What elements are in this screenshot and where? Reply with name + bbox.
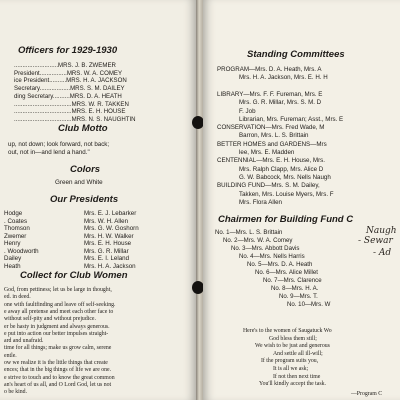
- president-name: . Woodworth: [4, 247, 39, 255]
- committee-line: BETTER HOMES and GARDENS—Mrs: [217, 140, 327, 148]
- president-name: Mrs. H. W. Walker: [84, 232, 134, 240]
- committee-line: F. Job: [239, 107, 256, 115]
- president-name: . Coates: [4, 217, 28, 225]
- handwritten-note-3: - Ad: [373, 248, 392, 258]
- chairman-row: No. 6—Mrs. Alice Millet: [255, 269, 318, 276]
- officer-row: ..................................MRS. N. S. NAUGHTIN: [14, 115, 136, 123]
- collect-line: entle.: [4, 352, 17, 359]
- officer-row: ..........................MRS. J. B. ZWEMER: [14, 62, 116, 69]
- committee-line: Takken, Mrs. Louise Myers, Mrs. F: [239, 190, 334, 198]
- collect-line: e away all pretense and meet each other face to: [4, 308, 114, 315]
- collect-title: Collect for Club Women: [20, 270, 128, 281]
- president-name: Mrs. E. J. Lebarker: [84, 210, 137, 217]
- president-name: Heath: [4, 262, 21, 270]
- committee-line: CENTENNIAL—Mrs. E. H. House, Mrs.: [217, 157, 325, 165]
- committee-line: Librarian, Mrs. Fureman; Asst., Mrs. E: [239, 115, 344, 123]
- collect-line: e strive to touch and to know the great common: [4, 374, 115, 381]
- colors-title: Colors: [70, 164, 101, 175]
- chairman-row: No. 9—Mrs. T.: [279, 293, 318, 300]
- president-name: Mrs. G. R. Millar: [84, 247, 129, 255]
- chairman-row: No. 5—Mrs. D. A. Heath: [247, 261, 313, 268]
- chairman-row: No. 4—Mrs. Nells Harris: [239, 253, 305, 260]
- colors-text: Green and White: [55, 179, 103, 186]
- officer-row: ..................................MRS. W. R. TAKKEN: [14, 100, 129, 108]
- committee-line: LIBRARY—Mrs. F. F. Fureman, Mrs. E: [217, 90, 323, 98]
- chairman-row: No. 10—Mrs. W: [287, 301, 331, 308]
- handwritten-note-1: Naugh: [366, 226, 397, 236]
- committee-line: Mrs. Ralph Clapp, Mrs. Alice D: [239, 165, 324, 173]
- committee-line: CONSERVATION—Mrs. Fred Wade, M: [217, 124, 325, 132]
- collect-line: ow we realize it is the little things that create: [4, 360, 108, 366]
- collect-line: time for all things; make us grow calm, serene: [4, 345, 112, 352]
- poem-line: If the program suits you,: [261, 358, 319, 365]
- left-page: [0, 0, 196, 400]
- motto-line: up, not down; look forward, not back;: [8, 141, 110, 148]
- motto-line: out, not in—and lend a hand.": [8, 148, 90, 156]
- committee-line: Mrs. G. R. Millar, Mrs. S. M. D: [239, 99, 322, 107]
- right-page: [203, 0, 400, 400]
- chairman-row: No. 2—Mrs. W. A. Comey: [223, 237, 293, 244]
- president-name: Hodge: [4, 210, 23, 217]
- officer-row: Secretary..................MRS. S. M. DAILEY: [14, 85, 125, 93]
- committee-line: BUILDING FUND—Mrs. S. M. Dailey,: [217, 182, 320, 190]
- poem-line: And settle all ill-will;: [273, 350, 323, 357]
- poem-line: It is all we ask;: [273, 366, 309, 372]
- officer-row: President................MRS. W. A. COMEY: [14, 69, 123, 77]
- standing-committees-title: Standing Committees: [247, 49, 345, 60]
- president-name: Mrs. E. H. House: [84, 240, 132, 247]
- poem-line: Here's to the women of Saugatuck Wo: [243, 328, 332, 334]
- collect-line: e put into action our better impulses straight-: [4, 330, 109, 337]
- motto-title: Club Motto: [58, 123, 108, 134]
- collect-line: ard and unafraid.: [4, 338, 44, 345]
- collect-line: ences; that in the big things of life we are one.: [4, 367, 112, 374]
- chairman-row: No. 8—Mrs. H. A.: [271, 285, 319, 292]
- officer-row: ice President..........MRS. H. A. JACKSON: [14, 77, 127, 85]
- president-name: Dailey: [4, 255, 22, 262]
- poem-line: God bless them still;: [269, 335, 317, 342]
- chairman-row: No. 3—Mrs. Abbott Davis: [231, 245, 300, 252]
- handwritten-note-2: - Sewar: [358, 236, 393, 246]
- poem-line: We wish to be just and generous: [255, 343, 330, 350]
- president-name: Mrs. E. I. Leland: [84, 255, 130, 262]
- committee-line: lee, Mrs. E. Madden: [239, 149, 295, 156]
- president-name: Mrs. H. A. Jackson: [84, 262, 136, 270]
- poem-line: You'll kindly accept the task.: [259, 381, 326, 388]
- chairmen-title: Chairmen for Building Fund C: [218, 214, 354, 225]
- chairman-row: No. 1—Mrs. L. S. Brittain: [215, 229, 283, 236]
- collect-line: an's heart of us all, and O Lord God, let us not: [4, 381, 112, 388]
- president-name: Thomson: [4, 225, 30, 232]
- poem-credit: —Program C: [351, 391, 383, 397]
- officer-row: ding Secretary..........MRS. D. A. HEATH: [14, 92, 122, 100]
- president-name: Mrs. W. H. Allen: [84, 217, 129, 225]
- committee-line: Barron, Mrs. L. S. Brittain: [239, 132, 309, 140]
- collect-line: o be kind.: [4, 389, 28, 396]
- collect-line: God, from pettiness; let us be large in thought,: [4, 287, 112, 293]
- president-name: Mrs. G. W. Goshorn: [84, 225, 139, 232]
- committee-line: Mrs. H. A. Jackson, Mrs. E. H. H: [239, 74, 328, 82]
- book-gutter: [196, 0, 203, 400]
- committee-line: Mrs. Flora Allen: [239, 198, 282, 206]
- collect-line: er be hasty in judgment and always generous.: [4, 323, 110, 330]
- committee-line: G. W. Babcock, Mrs. Nells Naugh: [239, 173, 331, 181]
- officer-row: ..................................MRS. E. H. HOUSE: [14, 108, 126, 116]
- presidents-title: Our Presidents: [50, 194, 119, 205]
- president-name: Henry: [4, 240, 21, 247]
- collect-line: one with faultfinding and leave off self-seeking.: [4, 301, 116, 308]
- collect-line: without self-pity and without prejudice.: [4, 316, 96, 323]
- officers-title: Officers for 1929-1930: [18, 45, 118, 56]
- president-name: Zwemer: [4, 232, 27, 240]
- collect-line: ed. in deed.: [4, 294, 31, 301]
- committee-line: PROGRAM—Mrs. D. A. Heath, Mrs. A: [217, 66, 322, 73]
- poem-line: If not then next time: [273, 373, 321, 380]
- chairman-row: No. 7—Mrs. Clarence: [263, 277, 322, 284]
